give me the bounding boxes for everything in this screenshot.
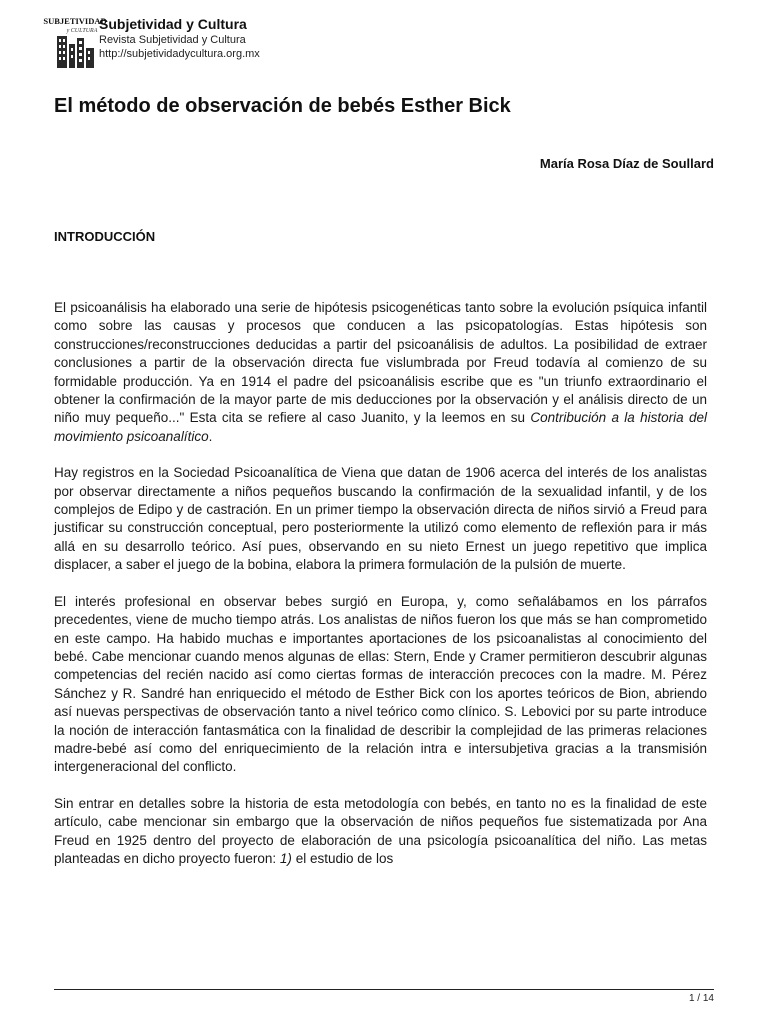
svg-text:SUBJETIVIDAD: SUBJETIVIDAD bbox=[43, 16, 107, 26]
site-name: Subjetividad y Cultura bbox=[99, 16, 247, 32]
paragraph-4-end: el estudio de los bbox=[291, 850, 394, 866]
paragraph-3: El interés profesional en observar bebes surgió en Europa, y, como señalábamos en los párrafos precedentes, viene de mucho tiempo atrás. Los analistas de niños fueron los que más se han comprometido en este campo. Ha habido muchas e importantes aportaciones de los psicoanalistas al conocimiento del bebé. Cabe mencionar cuando menos algunas de ellas: Stern, Ende y Cramer permitieron descubrir algunas competencias del recién nacido así como ciertas formas de interacción precoces con la madre. M. Pérez Sánchez y R. Sandré han enriquecido el método de Esther Bick con los aportes teóricos de Bion, abriendo así nuevas perspectivas de observación tanto a nivel teórico como clínico. S. Lebovici por su parte introduce la noción de interacción fantasmática con la finalidad de describir la complejidad de las primeras relaciones madre-bebé así como del enriquecimiento de la relación intra e intersubjetiva gracias a la transmisión intergeneracional del conflicto. bbox=[54, 593, 707, 775]
paragraph-1-text: El psicoanálisis ha elaborado una serie de hipótesis psicogenéticas tanto sobre la evolución psíquica infantil como sobre las causas y procesos que conducen a las psicopatologías. Estas hipótesis son construcciones/reconstrucciones deducidas a partir del psicoanálisis de adultos. La posibilidad de extraer conclusiones a partir de la observación directa fue vislumbrada por Freud todavía al comienzo de su formidable producción. Ya en 1914 el padre del psicoanálisis escribe que es "un triunfo extraordinario el obtener la confirmación de la mayor parte de mis deducciones por la observación y el análisis directo de un niño muy pequeño..." Esta cita se refiere al caso Juanito, y la leemos en su bbox=[54, 300, 707, 426]
footer-divider bbox=[54, 989, 714, 990]
journal-name: Revista Subjetividad y Cultura bbox=[99, 34, 246, 46]
paragraph-4-text: Sin entrar en detalles sobre la historia de esta metodología con bebés, en tanto no es la finalidad de este artículo, cabe mencionar sin embargo que la observación de niños pequeños fue sistematizada por Ana Freud en 1925 dentro del proyecto de elaboración de una psicología psicoanalítica del niño. Las metas planteadas en dicho proyecto fueron: bbox=[54, 795, 707, 866]
author-name: María Rosa Díaz de Soullard bbox=[539, 156, 714, 171]
article-body bbox=[54, 299, 707, 886]
cited-work-title: Contribución a la historia del movimiento psicoanalítico bbox=[54, 410, 707, 444]
paragraph-1-end: . bbox=[208, 428, 213, 444]
paragraph-4 bbox=[54, 795, 707, 869]
paragraph-2: Hay registros en la Sociedad Psicoanalítica de Viena que datan de 1906 acerca del interés de los analistas por observar directamente a niños pequeños buscando la confirmación de la sexualidad infantil, y de los complejos de Edipo y de castración. En un primer tiempo la observación directa de niños sirvió a Freud para justificar su construcción conceptual, pero posteriormente la utilizó como elemento de reflexión para ir más allá en su desarrollo teórico. Así pues, observando en su nieto Ernest un juego repetitivo que implica displacer, a saber el juego de la bobina, elabora la primera formulación de la pulsión de muerte. bbox=[54, 465, 707, 573]
journal-logo bbox=[43, 14, 107, 70]
list-marker: 1) bbox=[279, 850, 292, 866]
site-url[interactable]: http://subjetividadycultura.org.mx bbox=[99, 48, 260, 60]
article-title: El método de observación de bebés Esther Bick bbox=[54, 95, 511, 117]
page-header bbox=[43, 14, 714, 72]
svg-text:y CULTURA: y CULTURA bbox=[66, 28, 98, 34]
section-heading: INTRODUCCIÓN bbox=[54, 229, 156, 244]
site-info bbox=[99, 15, 260, 61]
page-indicator: 1 / 14 bbox=[688, 993, 714, 1004]
paragraph-1 bbox=[54, 299, 707, 446]
